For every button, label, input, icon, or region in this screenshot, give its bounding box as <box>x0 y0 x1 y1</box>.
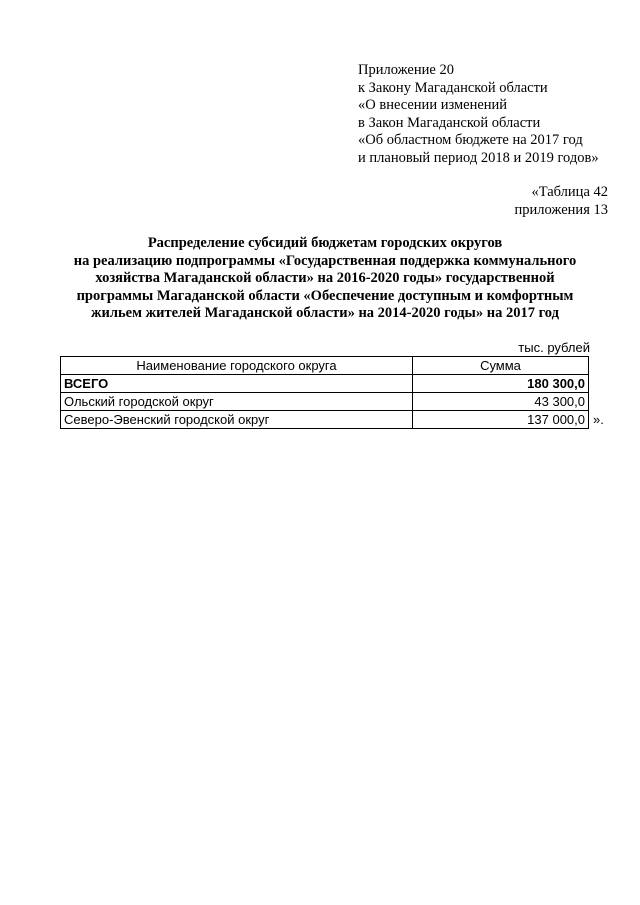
annex-line: к Закону Магаданской области <box>358 79 548 96</box>
annex-line: и плановый период 2018 и 2019 годов» <box>358 149 599 166</box>
header-sum: Сумма <box>413 357 589 375</box>
district-sum: 43 300,0 <box>413 393 589 411</box>
unit-label: тыс. рублей <box>518 340 590 355</box>
title-line: Распределение субсидий бюджетам городских округов <box>147 235 503 251</box>
header-district-name: Наименование городского округа <box>61 357 413 375</box>
title-line: хозяйства Магаданской области» на 2016-2020 годы» государственной <box>95 270 555 287</box>
title-line: жильем жителей Магаданской области» на 2014-2020 годы» на 2017 год <box>91 305 559 322</box>
title-line: на реализацию подпрограммы «Государственная поддержка коммунального <box>73 252 577 269</box>
annex-line: «Об областном бюджете на 2017 год <box>358 132 583 149</box>
table-reference-line: приложения 13 <box>514 201 608 218</box>
table-reference <box>515 184 608 219</box>
total-sum: 180 300,0 <box>413 375 589 393</box>
table-total-row <box>61 375 589 393</box>
table-reference-line: «Таблица 42 <box>531 184 608 200</box>
annex-line: «О внесении изменений <box>358 97 508 114</box>
closing-quote: ». <box>593 412 604 427</box>
annex-line: в Закон Магаданской области <box>358 114 541 131</box>
annex-header <box>358 62 599 168</box>
table-header-row <box>61 357 589 375</box>
total-label: ВСЕГО <box>61 375 413 393</box>
document-title <box>40 235 610 323</box>
district-name: Северо-Эвенский городской округ <box>61 411 413 429</box>
subsidy-table <box>60 356 589 429</box>
annex-line: Приложение 20 <box>358 62 454 78</box>
district-sum: 137 000,0 <box>413 411 589 429</box>
district-name: Ольский городской округ <box>61 393 413 411</box>
title-line: программы Магаданской области «Обеспечение доступным и комфортным <box>76 287 574 304</box>
table-row <box>61 411 589 429</box>
table-row <box>61 393 589 411</box>
